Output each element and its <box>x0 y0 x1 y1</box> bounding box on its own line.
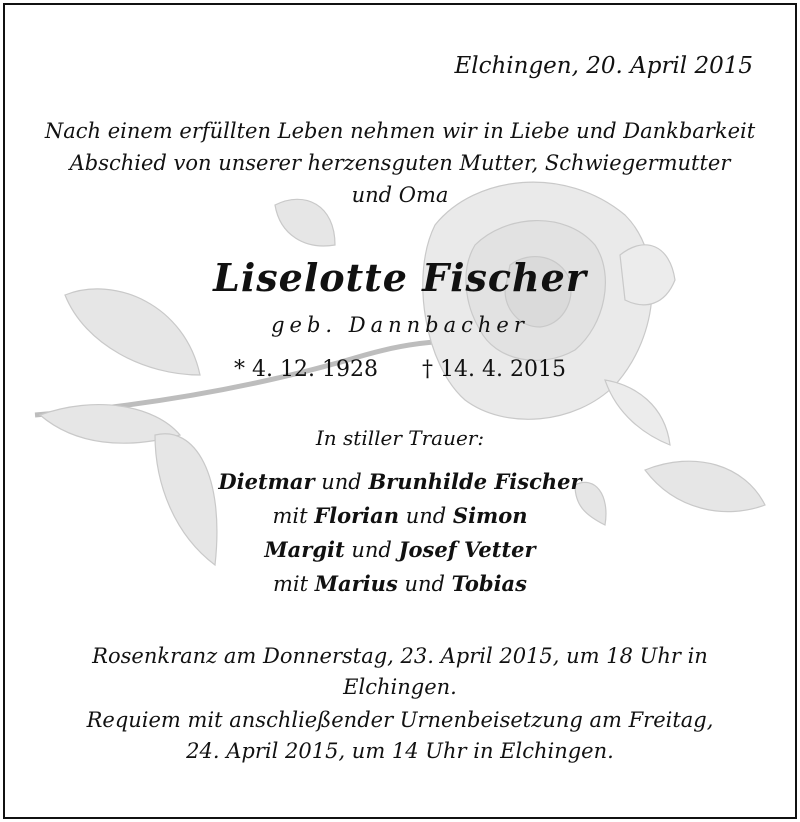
footer-line-4: 24. April 2015, um 14 Uhr in Elchingen. <box>186 739 614 763</box>
mourner-name: Tobias <box>451 571 527 596</box>
mourner-name: Josef Vetter <box>398 537 536 562</box>
footer-line-2: Elchingen. <box>343 675 457 699</box>
mourner-line-4 <box>5 567 795 601</box>
mourner-name: Simon <box>452 503 528 528</box>
conjunction: und <box>404 572 445 596</box>
mourner-name: Marius <box>314 571 398 596</box>
conjunction: und <box>405 504 447 528</box>
mourner-line-3 <box>5 533 795 567</box>
died-symbol: † <box>422 357 433 382</box>
life-dates <box>5 357 795 382</box>
deceased-name: Liselotte Fischer <box>213 255 587 300</box>
born-symbol: * <box>234 357 246 382</box>
intro-line-3: und Oma <box>351 183 449 207</box>
born-date: 4. 12. 1928 <box>252 357 378 382</box>
preposition: mit <box>273 572 309 596</box>
footer-line-3: Requiem mit anschließender Urnenbeisetzung am Freitag, <box>86 708 714 732</box>
footer-line-1: Rosenkranz am Donnerstag, 23. April 2015, um 18 Uhr in <box>92 644 708 668</box>
conjunction: und <box>321 470 362 494</box>
intro-line-1: Nach einem erfüllten Leben nehmen wir in Liebe und Dankbarkeit <box>44 119 756 143</box>
intro-line-2: Abschied von unserer herzensguten Mutter, Schwiegermutter <box>69 151 731 175</box>
mourner-name: Florian <box>314 503 400 528</box>
birth-name: geb. Dannbacher <box>271 313 529 337</box>
place-date: Elchingen, 20. April 2015 <box>454 53 753 79</box>
mourner-name: Margit <box>264 537 345 562</box>
mourner-line-1 <box>5 465 795 499</box>
died-date: 14. 4. 2015 <box>440 357 566 382</box>
obituary-notice <box>3 3 797 819</box>
mourner-line-2 <box>5 499 795 533</box>
conjunction: und <box>351 538 392 562</box>
preposition: mit <box>272 504 308 528</box>
mourner-name: Dietmar <box>218 469 315 494</box>
mourner-name: Brunhilde Fischer <box>368 469 582 494</box>
mourners-heading: In stiller Trauer: <box>315 426 485 450</box>
